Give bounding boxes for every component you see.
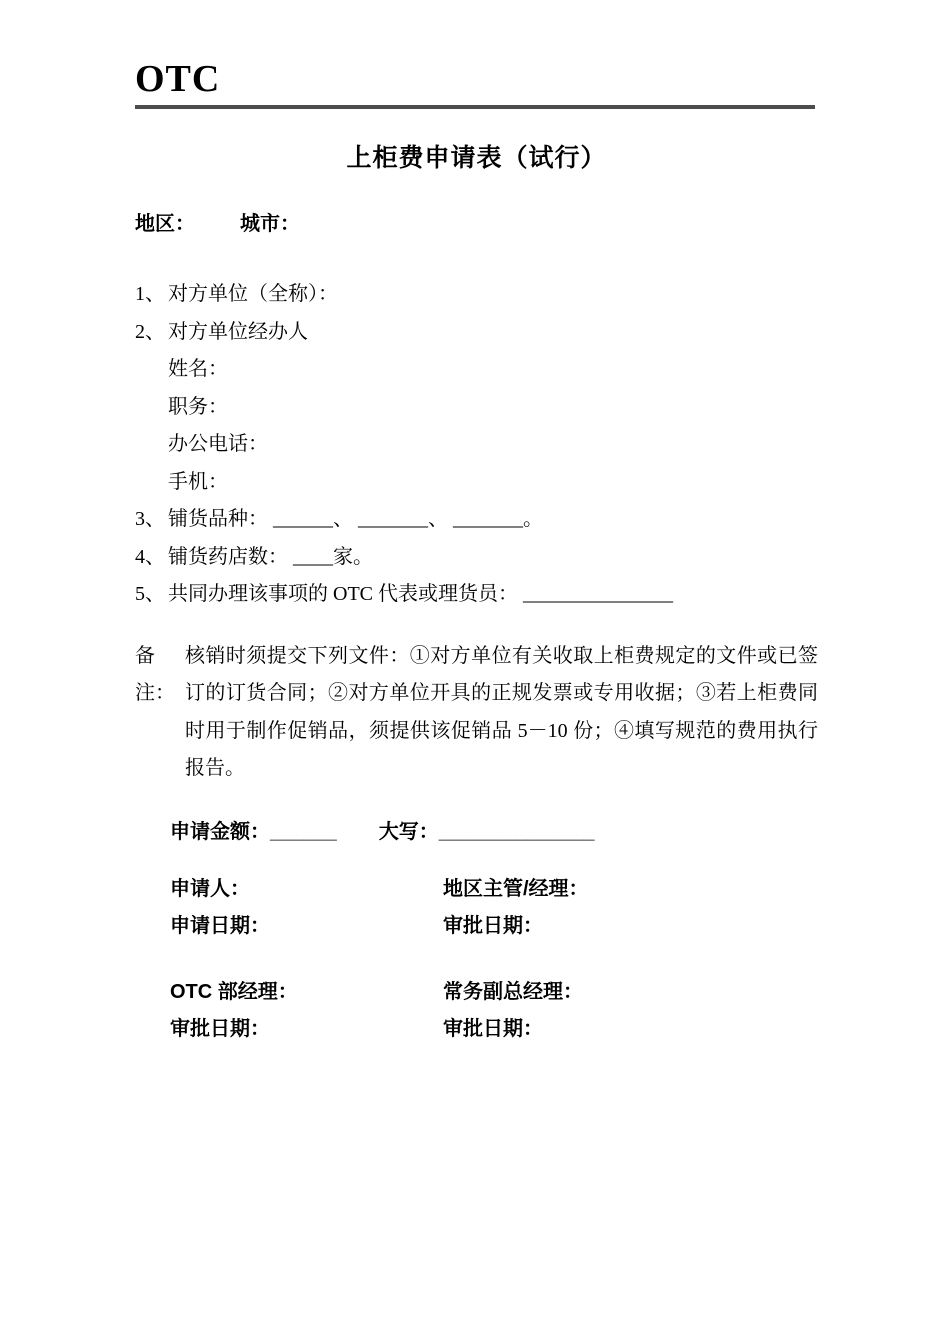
amount-row xyxy=(170,814,818,851)
list-item-text: 办公电话： xyxy=(168,433,268,455)
regional-manager-label: 地区主管/经理： xyxy=(443,877,589,900)
list-item-5 xyxy=(135,576,818,614)
list-item-number: 4、 xyxy=(135,545,165,568)
amount-label: 申请金额： xyxy=(170,820,270,843)
otc-dept-manager-label: OTC 部经理： xyxy=(170,980,298,1003)
list-item-text: 铺货药店数： ____家。 xyxy=(168,545,373,568)
list-item-2 xyxy=(135,314,818,352)
list-item-4 xyxy=(135,539,818,577)
list-item-text: 对方单位（全称）： xyxy=(168,283,338,305)
approval-date-right-label: 审批日期： xyxy=(443,1017,543,1040)
list-item-text: 手机： xyxy=(168,470,228,493)
signature-row-otc-manager xyxy=(170,974,818,1011)
list-item-number: 3、 xyxy=(135,508,165,530)
list-item-number: 1、 xyxy=(135,283,165,305)
notes-text: 核销时须提交下列文件：①对方单位有关收取上柜费规定的文件或已签订的订货合同；②对方单位开具的正规发票或专用收据；③若上柜费同时用于制作促销品，须提供该促销品 5－10 份；④填写规范的费用执行报告。 xyxy=(185,644,818,779)
list-item-text: 职务： xyxy=(168,395,228,418)
list-item-text: 姓名： xyxy=(168,358,228,380)
amount-blank: ______ xyxy=(270,820,337,843)
list-subitem-office-phone xyxy=(135,426,818,464)
list-subitem-position xyxy=(135,389,818,427)
apply-date-label: 申请日期： xyxy=(170,914,270,937)
form-title: 上柜费申请表（试行） xyxy=(346,144,607,172)
amount-caps-label: 大写： xyxy=(378,820,439,843)
city-label: 城市： xyxy=(240,213,300,235)
notes-label: 备注： xyxy=(135,644,175,704)
signature-block-1 xyxy=(170,871,818,945)
list-item-number: 2、 xyxy=(135,320,165,343)
list-subitem-mobile xyxy=(135,464,818,502)
form-item-list xyxy=(135,276,818,614)
approval-date-left-label: 审批日期： xyxy=(170,1017,270,1040)
approval-date-label: 审批日期： xyxy=(443,914,543,937)
amount-caps-blank: ______________ xyxy=(438,820,595,843)
list-item-number: 5、 xyxy=(135,583,165,605)
list-item-3 xyxy=(135,501,818,539)
notes-block xyxy=(135,638,818,788)
deputy-general-manager-label: 常务副总经理： xyxy=(443,980,583,1003)
list-item-1 xyxy=(135,276,818,314)
signature-row-approval-date xyxy=(170,1011,818,1048)
list-item-text: 对方单位经办人 xyxy=(168,320,308,343)
header-divider-rule xyxy=(135,105,815,109)
applicant-label: 申请人： xyxy=(170,877,250,900)
list-item-text: 共同办理该事项的 OTC 代表或理货员： _______________ xyxy=(168,583,673,605)
list-subitem-name xyxy=(135,351,818,389)
region-label: 地区： xyxy=(135,213,195,235)
signature-row-apply-date xyxy=(170,908,818,945)
signature-row-applicant xyxy=(170,871,818,908)
region-city-row xyxy=(135,210,818,238)
signature-block-2 xyxy=(170,974,818,1048)
list-item-text: 铺货品种： ______、 _______、 _______。 xyxy=(168,508,543,530)
company-logo: OTC xyxy=(135,58,221,100)
